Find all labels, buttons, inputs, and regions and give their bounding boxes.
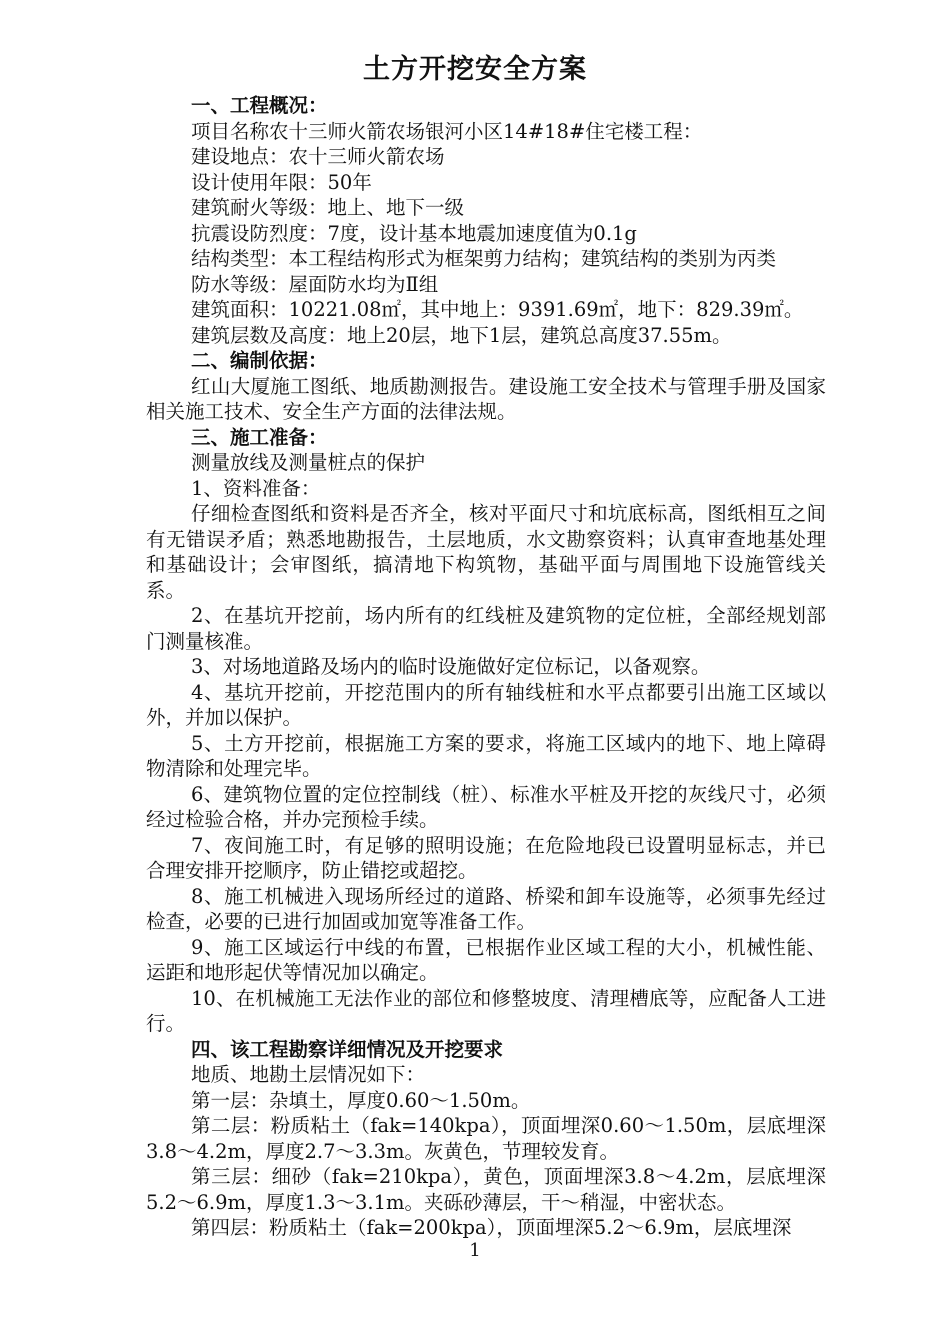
- paragraph: 1、资料准备：: [191, 476, 321, 500]
- paragraph: 建设地点：农十三师火箭农场: [191, 145, 445, 168]
- paragraph: 4、基坑开挖前，开挖范围内的所有轴线桩和水平点都要引出施工区域以外，并加以保护。: [146, 680, 826, 729]
- document-title: 土方开挖安全方案: [363, 54, 587, 85]
- paragraph: 7、夜间施工时，有足够的照明设施；在危险地段已设置明显标志，并已合理安排开挖顺序，防止错挖或超挖。: [146, 833, 826, 882]
- document-body: [146, 93, 826, 1241]
- paragraph: 建筑面积：10221.08㎡，其中地上：9391.69㎡，地下：829.39㎡。: [191, 298, 804, 321]
- section-heading: 二、编制依据：: [191, 349, 328, 372]
- section-heading: 三、施工准备：: [191, 425, 328, 449]
- paragraph: 2、在基坑开挖前，场内所有的红线桩及建筑物的定位桩，全部经规划部门测量核准。: [146, 604, 826, 653]
- paragraph: 第二层：粉质粘土（fak=140kpa），顶面埋深0.60～1.50m，层底埋深3.8～4.2m，厚度2.7～3.3m。灰黄色，节理较发育。: [146, 1114, 826, 1163]
- paragraph: 测量放线及测量桩点的保护: [191, 451, 426, 474]
- paragraph: 建筑耐火等级：地上、地下一级: [191, 196, 465, 219]
- paragraph: 红山大厦施工图纸、地质勘测报告。建设施工安全技术与管理手册及国家相关施工技术、安全生产方面的法律法规。: [146, 374, 826, 423]
- paragraph: 抗震设防烈度：7度，设计基本地震加速度值为0.1g: [191, 221, 637, 245]
- paragraph: 项目名称农十三师火箭农场银河小区14#18#住宅楼工程：: [191, 119, 703, 143]
- paragraph: 3、对场地道路及场内的临时设施做好定位标记，以备观察。: [191, 655, 711, 678]
- paragraph: 地质、地勘土层情况如下：: [191, 1063, 426, 1086]
- paragraph: 第一层：杂填土，厚度0.60～1.50m。: [191, 1088, 531, 1112]
- section-heading: 一、工程概况：: [191, 94, 328, 117]
- paragraph: 6、建筑物位置的定位控制线（桩）、标准水平桩及开挖的灰线尺寸，必须经过检验合格，并办完预检手续。: [146, 782, 826, 831]
- paragraph: 10、在机械施工无法作业的部位和修整坡度、清理槽底等，应配备人工进行。: [146, 986, 826, 1035]
- paragraph: 9、施工区域运行中线的布置，已根据作业区域工程的大小，机械性能、运距和地形起伏等情况加以确定。: [146, 935, 826, 984]
- paragraph: 仔细检查图纸和资料是否齐全，核对平面尺寸和坑底标高，图纸相互之间有无错误矛盾；熟悉地勘报告，土层地质，水文勘察资料；认真审查地基处理和基础设计；会审图纸，搞清地下构筑物，基础平面与周围地下设施管线关系。: [146, 502, 826, 602]
- paragraph: 建筑层数及高度：地上20层，地下1层，建筑总高度37.55m。: [191, 323, 732, 347]
- paragraph: 设计使用年限：50年: [191, 170, 372, 194]
- paragraph: 结构类型：本工程结构形式为框架剪力结构；建筑结构的类别为丙类: [191, 247, 777, 270]
- page-number: 1: [469, 1240, 481, 1261]
- paragraph: 第四层：粉质粘土（fak=200kpa），顶面埋深5.2～6.9m，层底埋深: [191, 1216, 792, 1239]
- paragraph: 防水等级：屋面防水均为Ⅱ组: [191, 272, 439, 296]
- section-heading: 四、该工程勘察详细情况及开挖要求: [191, 1037, 504, 1061]
- paragraph: 8、施工机械进入现场所经过的道路、桥梁和卸车设施等，必须事先经过检查，必要的已进行加固或加宽等准备工作。: [146, 884, 826, 933]
- paragraph: 5、土方开挖前，根据施工方案的要求，将施工区域内的地下、地上障碍物清除和处理完毕。: [146, 731, 826, 780]
- paragraph: 第三层：细砂（fak=210kpa），黄色，顶面埋深3.8～4.2m，层底埋深5.2～6.9m，厚度1.3～3.1m。夹砾砂薄层，干～稍湿，中密状态。: [146, 1165, 826, 1214]
